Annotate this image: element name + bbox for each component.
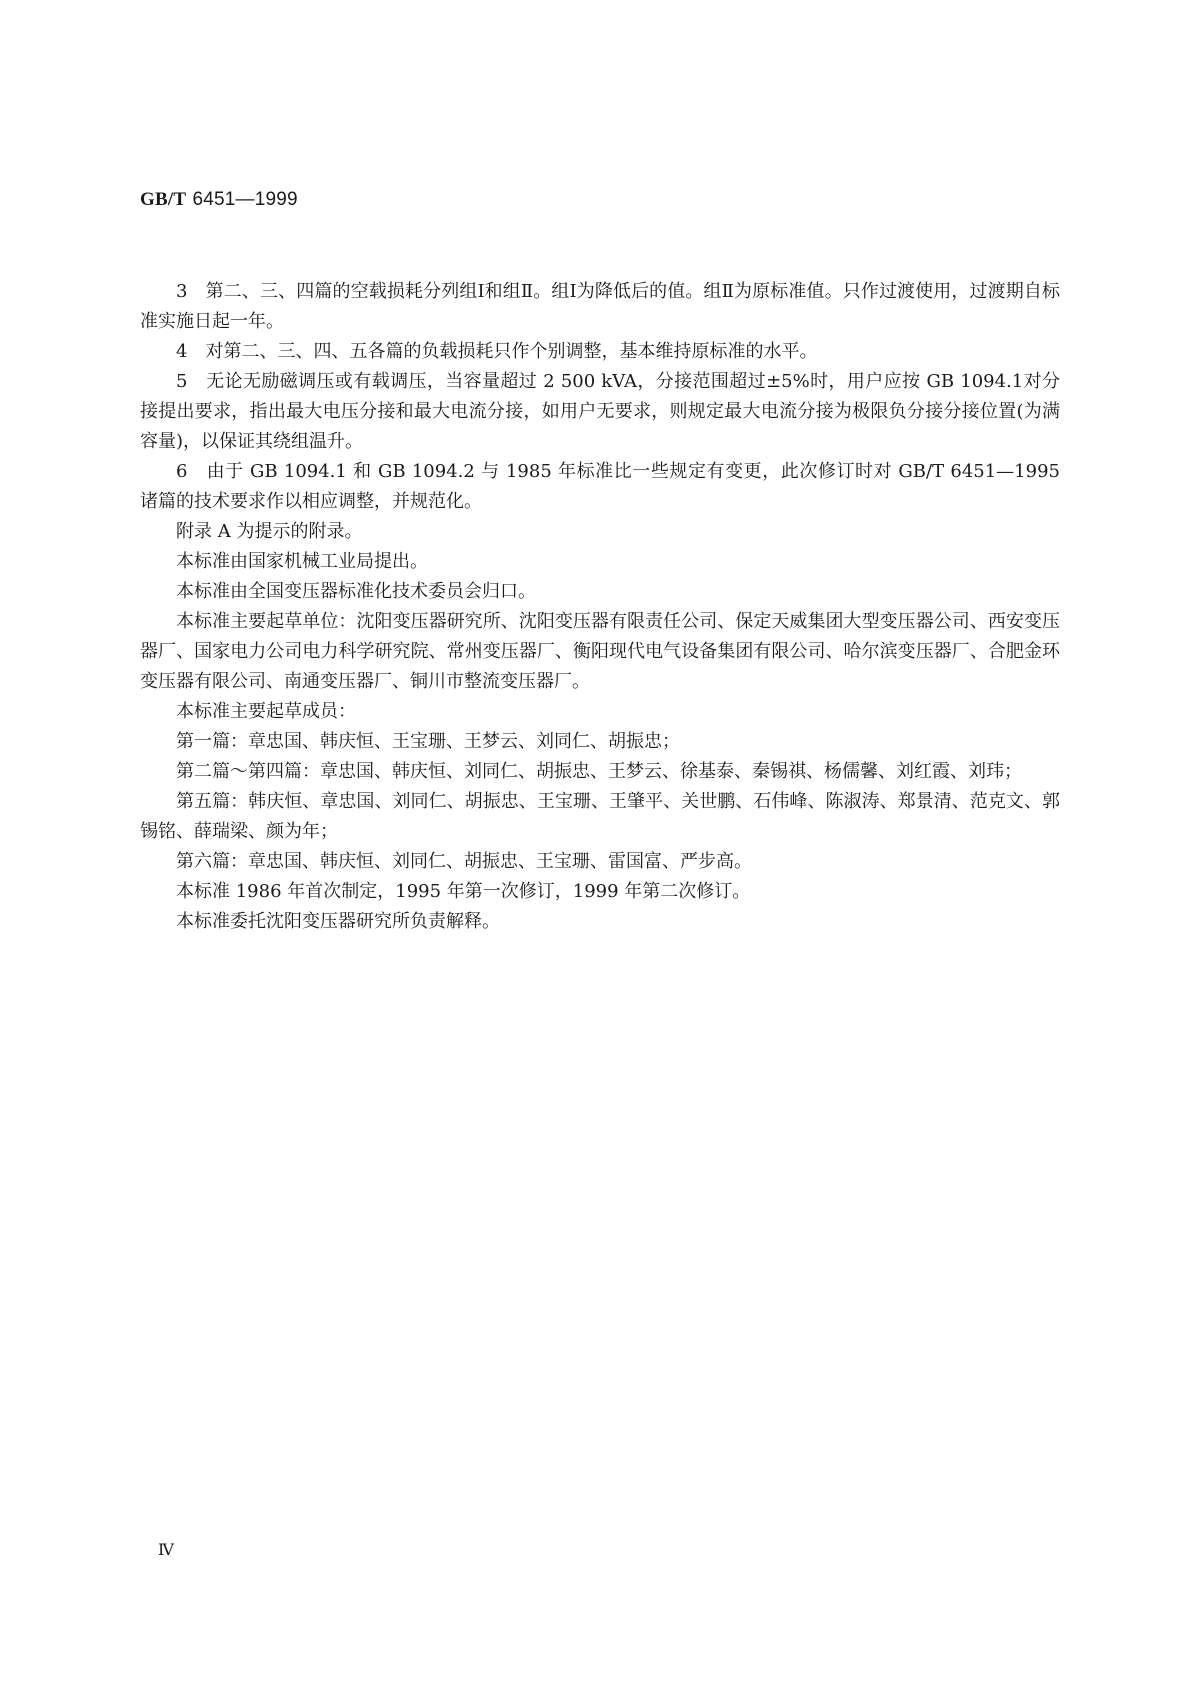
document-header — [140, 188, 298, 211]
members-part-1: 第一篇：章忠国、韩庆恒、王宝珊、王梦云、刘同仁、胡振忠； — [176, 731, 680, 752]
standard-prefix: GB/T — [140, 189, 187, 210]
revision-history: 本标准 1986 年首次制定，1995 年第一次修订，1999 年第二次修订。 — [176, 881, 751, 902]
members-parts-2-4: 第二篇～第四篇：章忠国、韩庆恒、刘同仁、胡振忠、王梦云、徐基泰、秦锡祺、杨儒馨、刘红霞、刘玮； — [176, 761, 1022, 782]
members-part-5: 第五篇：韩庆恒、章忠国、刘同仁、胡振忠、王宝珊、王肇平、关世鹏、石伟峰、陈淑涛、郑景清、范克文、郭锡铭、薛瑞梁、颜为年； — [140, 791, 1060, 842]
appendix-note: 附录 A 为提示的附录。 — [176, 521, 363, 542]
clause-5: 5 无论无励磁调压或有载调压，当容量超过 2 500 kVA，分接范围超过±5%时，用户应按 GB 1094.1对分接提出要求，指出最大电压分接和最大电流分接，如用户无要求，则规定最大电流分接为极限负分接分接位置(为满容量)，以保证其绕组温升。 — [140, 371, 1060, 452]
clause-3: 3 第二、三、四篇的空载损耗分列组Ⅰ和组Ⅱ。组Ⅰ为降低后的值。组Ⅱ为原标准值。只作过渡使用，过渡期自标准实施日起一年。 — [140, 281, 1060, 332]
page-number: Ⅳ — [158, 1542, 174, 1559]
standard-number: 6451—1999 — [192, 189, 298, 210]
interpretation-statement: 本标准委托沈阳变压器研究所负责解释。 — [176, 911, 500, 932]
committee-statement: 本标准由全国变压器标准化技术委员会归口。 — [176, 581, 536, 602]
proposer-statement: 本标准由国家机械工业局提出。 — [176, 551, 428, 572]
drafting-units: 本标准主要起草单位：沈阳变压器研究所、沈阳变压器有限责任公司、保定天威集团大型变压器公司、西安变压器厂、国家电力公司电力科学研究院、常州变压器厂、衡阳现代电气设备集团有限公司、哈尔滨变压器厂、合肥金环变压器有限公司、南通变压器厂、铜川市整流变压器厂。 — [140, 611, 1060, 692]
clause-4: 4 对第二、三、四、五各篇的负载损耗只作个别调整，基本维持原标准的水平。 — [176, 341, 818, 362]
drafting-members-heading: 本标准主要起草成员： — [176, 701, 356, 722]
document-body — [140, 277, 1060, 937]
members-part-6: 第六篇：章忠国、韩庆恒、刘同仁、胡振忠、王宝珊、雷国富、严步高。 — [176, 851, 752, 872]
clause-6: 6 由于 GB 1094.1 和 GB 1094.2 与 1985 年标准比一些规定有变更，此次修订时对 GB/T 6451—1995 诸篇的技术要求作以相应调整，并规范化。 — [140, 461, 1060, 512]
